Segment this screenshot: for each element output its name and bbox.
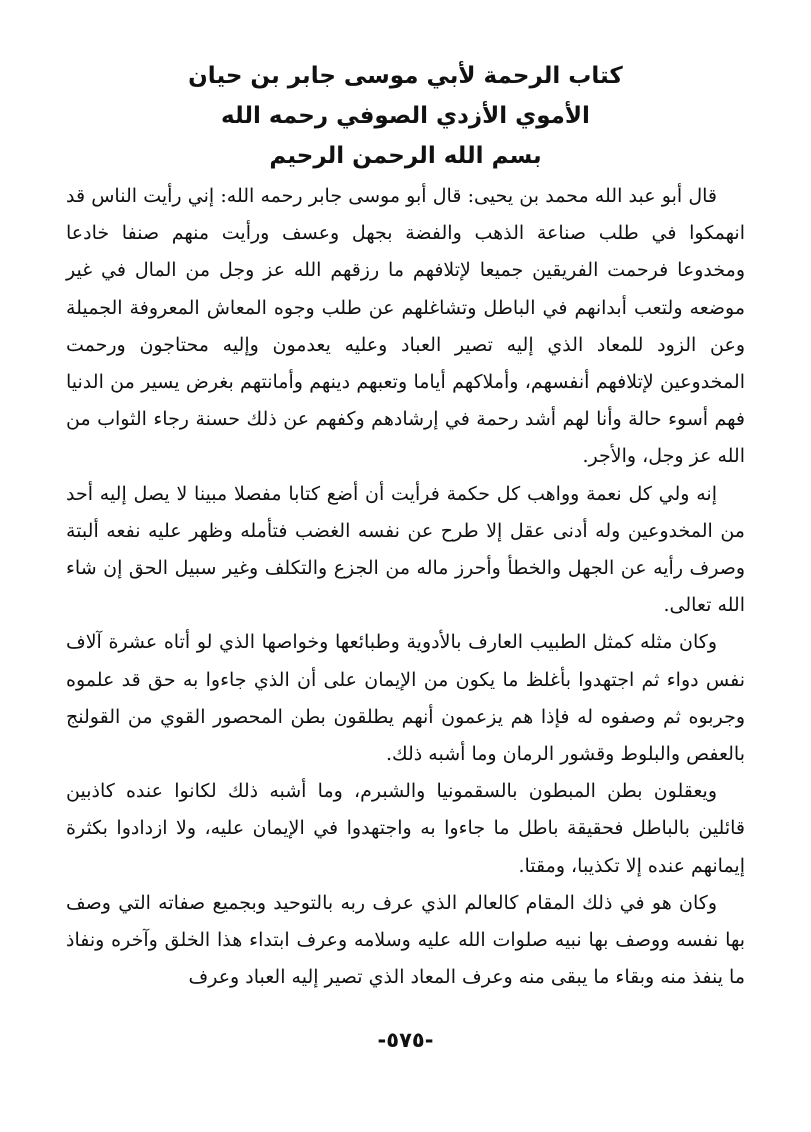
body-text — [66, 178, 745, 996]
paragraph-1: قال أبو عبد الله محمد بن يحيى: قال أبو موسى جابر رحمه الله: إني رأيت الناس قد انهمكوا في طلب صناعة الذهب والفضة بجهل وعسف ورأيت منهم صنفا خادعا ومخدوعا فرحمت الفريقين جميعا لإتلافهم ما رزقهم الله عز وجل من المال في غير موضعه ولتعب أبدانهم في الباطل وتشاغلهم عن طلب وجوه المعاش المعروفة الجميلة وعن الزود للمعاد الذي إليه تصير العباد وعليه يعدمون وإليه محتاجون ورحمت المخدوعين لإتلافهم أنفسهم، وأملاكهم أياما وتعبهم دينهم وأمانتهم بغرض يسير من الدنيا فهم أسوء حالة وأنا لهم أشد رحمة في إرشادهم وكفهم عن ذلك حسنة رجاء الثواب من الله عز وجل، والأجر. — [66, 185, 745, 468]
book-title-line-1: كتاب الرحمة لأبي موسى جابر بن حيان — [188, 63, 623, 89]
paragraph-5: وكان هو في ذلك المقام كالعالم الذي عرف ربه بالتوحيد وبجميع صفاته التي وصف بها نفسه ووصف بها نبيه صلوات الله عليه وسلامه وعرف ابتداء هذا الخلق وآخره ونفاذ ما ينفذ منه وبقاء ما يبقى منه وعرف المعاد الذي تصير إليه العباد وعرف — [66, 891, 745, 989]
basmala-heading: بسم الله الرحمن الرحيم — [269, 143, 542, 169]
paragraph-3: وكان مثله كمثل الطبيب العارف بالأدوية وطبائعها وخواصها الذي لو أتاه عشرة آلاف نفس دواء ثم اجتهدوا بأغلظ ما يكون من الإيمان على أن الذي جاءوا به حق قد علموه وجربوه ثم وصفوه له فإذا هم يزعمون أنهم يطلقون بطن المحصور القوي من القولنج بالعفص والبلوط وقشور الرمان وما أشبه ذلك. — [66, 631, 745, 766]
paragraph-4: ويعقلون بطن المبطون بالسقمونيا والشبرم، وما أشبه ذلك لكانوا عنده كاذبين قائلين بالباطل فحقيقة باطل ما جاءوا به واجتهدوا في الإيمان عليه، ولا ازدادوا بكثرة إيمانهم عنده إلا تكذيبا، ومقتا. — [66, 780, 745, 877]
paragraph-2: إنه ولي كل نعمة وواهب كل حكمة فرأيت أن أضع كتابا مفصلا مبينا لا يصل إليه أحد من المخدوعين وله أدنى عقل إلا طرح عن نفسه الغضب فتأمله وظهر عليه نفعه ألبتة وصرف رأيه عن الجهل والخطأ وأحرز ماله من الجزع والتكلف وغير سبيل الحق إن شاء الله تعالى. — [66, 482, 745, 617]
book-title-line-2: الأموي الأزدي الصوفي رحمه الله — [221, 103, 590, 129]
page-number: -٥٧٥- — [377, 1028, 434, 1052]
